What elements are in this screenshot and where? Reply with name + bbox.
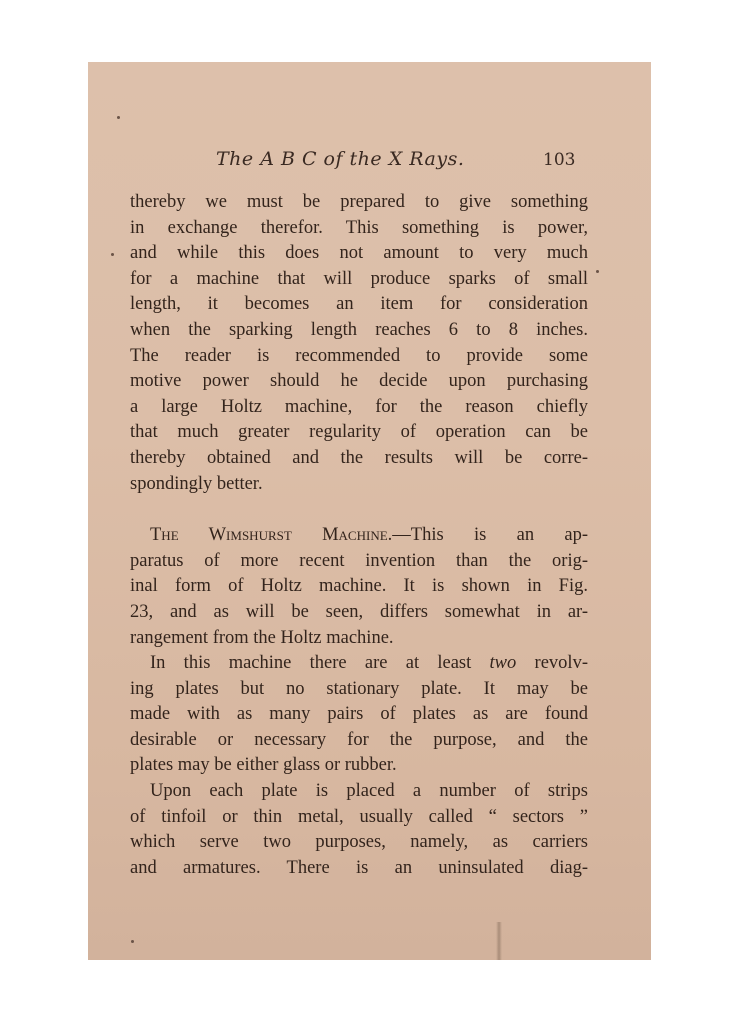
text-run: revolv-	[516, 653, 588, 674]
text-line: which serve two purposes, namely, as carriers	[130, 832, 588, 853]
text-line: ing plates but no stationary plate. It may be	[130, 678, 588, 699]
text-line: thereby we must be prepared to give something	[130, 192, 588, 212]
text-line: thereby obtained and the results will be corre-	[130, 447, 588, 468]
text-line: rangement from the Holtz machine.	[130, 627, 394, 648]
text-line: paratus of more recent invention than the orig-	[130, 550, 588, 571]
text-line: desirable or necessary for the purpose, and the	[130, 729, 588, 750]
text-line: made with as many pairs of plates as are found	[130, 704, 588, 725]
text-line: of tinfoil or thin metal, usually called “ sectors ”	[130, 806, 588, 827]
text-line: that much greater regularity of operation can be	[130, 422, 588, 443]
emphasis-text: two	[489, 653, 517, 674]
text-line: spondingly better.	[130, 473, 263, 494]
text-line: a large Holtz machine, for the reason chiefly	[130, 396, 588, 417]
page-speck	[111, 253, 114, 256]
text-line: length, it becomes an item for consideration	[130, 294, 588, 315]
text-line: for a machine that will produce sparks of small	[130, 268, 588, 289]
text-line	[130, 523, 588, 549]
text-line: 23, and as will be seen, differs somewhat in ar-	[130, 601, 588, 622]
page-header	[88, 148, 651, 172]
paragraph-1	[130, 190, 588, 497]
paragraph-2	[130, 523, 588, 651]
text-line: plates may be either glass or rubber.	[130, 755, 397, 776]
text-run: —This is an ap-	[392, 525, 588, 546]
text-line: when the sparking length reaches 6 to 8 inches.	[130, 319, 588, 340]
body-text	[130, 190, 588, 881]
page-number: 103	[543, 150, 576, 170]
page-speck	[117, 116, 120, 119]
text-line: The reader is recommended to provide some	[130, 345, 588, 366]
paragraph-gap	[130, 497, 588, 523]
text-line: and armatures. There is an uninsulated diag-	[130, 857, 588, 878]
text-line: Upon each plate is placed a number of strips	[150, 781, 588, 802]
page-shadow-mark	[496, 922, 502, 960]
text-run: In this machine there are at least	[150, 653, 490, 674]
section-heading: The Wimshurst Machine.	[150, 525, 393, 546]
text-line: motive power should he decide upon purchasing	[130, 371, 588, 392]
paragraph-3	[130, 651, 588, 779]
text-line: and while this does not amount to very much	[130, 243, 588, 264]
text-line	[130, 651, 588, 677]
running-title: The A B C of the X Rays.	[216, 148, 465, 170]
page-speck	[131, 940, 134, 943]
book-page	[88, 62, 651, 960]
page-speck	[596, 270, 599, 273]
text-line: inal form of Holtz machine. It is shown in Fig.	[130, 576, 588, 597]
text-line: in exchange therefor. This something is power,	[130, 217, 588, 238]
paragraph-4	[130, 779, 588, 881]
